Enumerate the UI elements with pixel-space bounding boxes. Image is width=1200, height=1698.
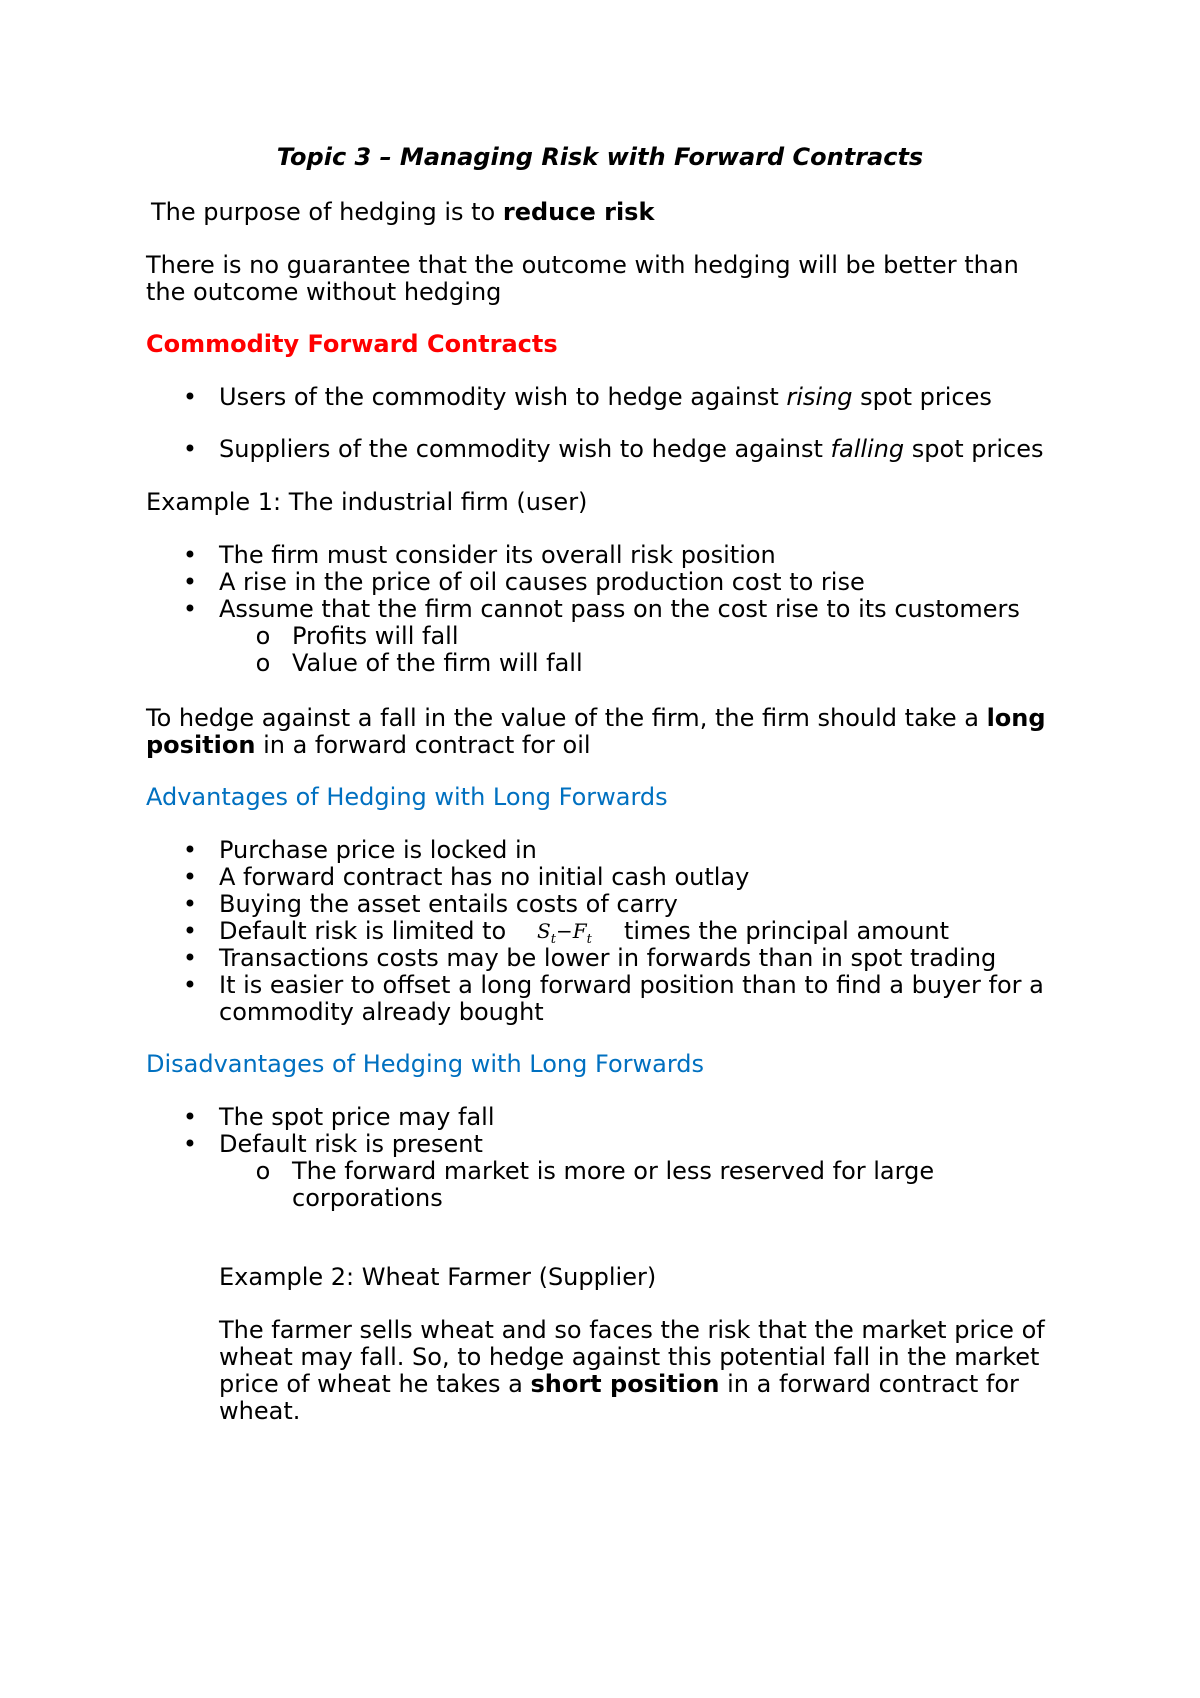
default-risk-text: Default risk is limited to (219, 917, 507, 945)
bullet-icon (182, 889, 198, 919)
example1-bullet-2: A rise in the price of oil causes production cost to rise (219, 568, 865, 596)
users-bullet (219, 382, 992, 412)
advantages-bullet-offset-1: It is easier to offset a long forward position than to find a buyer for a (219, 971, 1044, 999)
formula-sub-s: t (550, 932, 556, 947)
disadvantages-sub-bullet-2: corporations (292, 1184, 443, 1212)
conclusion-emphasis: long (986, 704, 1046, 732)
example2-line-2: wheat may fall. So, to hedge against this potential fall in the market (219, 1343, 1040, 1371)
suppliers-bullet (219, 434, 1043, 464)
bullet-icon (182, 943, 198, 973)
bullet-icon (182, 916, 198, 946)
disadvantages-heading: Disadvantages of Hedging with Long Forwards (146, 1050, 705, 1078)
example2-line-1: The farmer sells wheat and so faces the risk that the market price of (219, 1316, 1045, 1344)
example2-line-3 (219, 1369, 1019, 1399)
users-emphasis: rising (786, 383, 853, 411)
advantages-bullet-3: Buying the asset entails costs of carry (219, 890, 678, 918)
sub-bullet-icon (255, 648, 271, 678)
formula-sub-f: t (586, 932, 592, 947)
sub-bullet-icon (255, 621, 271, 651)
bullet-icon (182, 1129, 198, 1159)
bullet-icon (182, 1102, 198, 1132)
guarantee-line-2: the outcome without hedging (146, 278, 502, 306)
example1-heading: Example 1: The industrial firm (user) (146, 488, 588, 516)
default-risk-suffix: times the principal amount (624, 917, 950, 945)
bullet-icon (182, 862, 198, 892)
example2-heading: Example 2: Wheat Farmer (Supplier) (219, 1263, 657, 1291)
advantages-bullet-default-risk (219, 916, 506, 946)
advantages-bullet-offset-2: commodity already bought (219, 998, 544, 1026)
conclusion-line-1 (146, 703, 1046, 733)
users-suffix: spot prices (852, 383, 992, 411)
example2-suffix: in a forward contract for (719, 1370, 1019, 1398)
guarantee-line-1: There is no guarantee that the outcome with hedging will be better than (146, 251, 1019, 279)
advantages-bullet-transactions: Transactions costs may be lower in forwards than in spot trading (219, 944, 997, 972)
conclusion-line-2 (146, 730, 591, 760)
sub-bullet-icon (255, 1156, 271, 1186)
bullet-icon (182, 835, 198, 865)
purpose-line (151, 197, 654, 227)
example2-line-4: wheat. (219, 1397, 301, 1425)
bullet-icon (182, 382, 198, 412)
purpose-emphasis: reduce risk (502, 198, 655, 226)
page-title: Topic 3 – Managing Risk with Forward Contracts (276, 143, 924, 171)
example1-bullet-3: Assume that the firm cannot pass on the cost rise to its customers (219, 595, 1020, 623)
conclusion-suffix: in a forward contract for oil (255, 731, 591, 759)
disadvantages-bullet-2: Default risk is present (219, 1130, 483, 1158)
example1-sub-bullet-2: Value of the firm will fall (292, 649, 583, 677)
bullet-icon (182, 434, 198, 464)
commodity-heading: Commodity Forward Contracts (146, 330, 558, 358)
bullet-icon (182, 540, 198, 570)
advantages-bullet-1: Purchase price is locked in (219, 836, 537, 864)
formula-minus: − (555, 919, 573, 943)
example2-text: price of wheat he takes a (219, 1370, 531, 1398)
bullet-icon (182, 594, 198, 624)
conclusion-emphasis-2: position (146, 731, 256, 759)
suppliers-text: Suppliers of the commodity wish to hedge against (219, 435, 831, 463)
example2-emphasis: short position (530, 1370, 720, 1398)
example1-sub-bullet-1: Profits will fall (292, 622, 459, 650)
advantages-heading: Advantages of Hedging with Long Forwards (146, 783, 668, 811)
formula-s: S (537, 919, 551, 943)
suppliers-emphasis: falling (830, 435, 905, 463)
suppliers-suffix: spot prices (904, 435, 1044, 463)
bullet-icon (182, 970, 198, 1000)
disadvantages-bullet-1: The spot price may fall (219, 1103, 495, 1131)
users-text: Users of the commodity wish to hedge against (219, 383, 787, 411)
example1-bullet-1: The firm must consider its overall risk position (219, 541, 776, 569)
purpose-text: The purpose of hedging is to (151, 198, 503, 226)
formula-f: F (572, 919, 587, 943)
disadvantages-sub-bullet-1: The forward market is more or less reserved for large (292, 1157, 935, 1185)
bullet-icon (182, 567, 198, 597)
advantages-bullet-2: A forward contract has no initial cash outlay (219, 863, 750, 891)
conclusion-text: To hedge against a fall in the value of the firm, the firm should take a (146, 704, 987, 732)
